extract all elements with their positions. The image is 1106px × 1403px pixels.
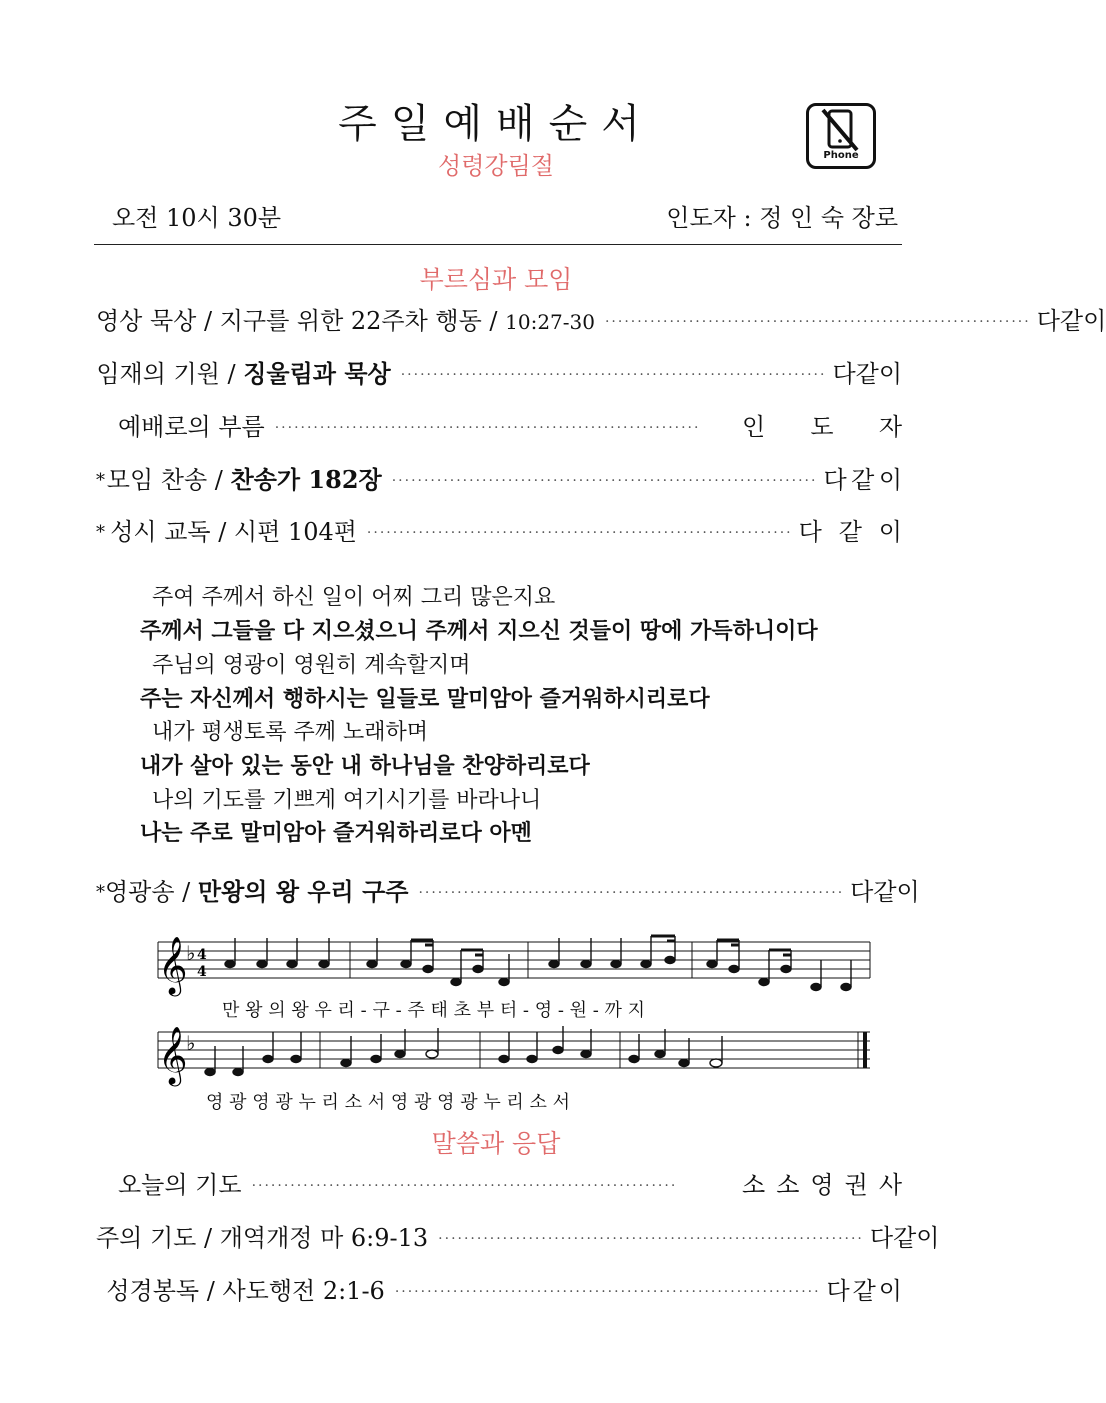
leader-dots: ·································································· [438,1231,864,1247]
leader-dots: ·································································· [274,420,701,436]
order-item-who: 다 같 이 [869,1224,940,1252]
order-item [96,302,1106,336]
order-item [96,408,902,442]
order-item-label: 모임 찬송 / 찬송가 182장 [106,465,382,494]
svg-text:♭: ♭ [186,941,196,965]
hymn-lyrics-line2: 영 광 영 광 누 리 소 서 영 광 영 광 누 리 소 서 [206,1092,571,1113]
leader-dots: ·································································· [366,525,793,541]
order-item [96,1272,902,1306]
worship-leader: 인도자 : 정 인 숙 장로 [666,204,898,232]
music-staff-line1 [150,930,876,1000]
reading-response-line: 주께서 그들을 다 지으셨으니 주께서 지으신 것들이 땅에 가득하니이다 [140,619,818,644]
order-item [96,1219,940,1253]
standing-mark: * [96,522,105,543]
svg-text:𝄞: 𝄞 [158,1026,188,1084]
reading-response-line: 주는 자신께서 행하시는 일들로 말미암아 즐거워하시리로다 [140,687,710,712]
leader-dots: ·································································· [251,1178,678,1194]
header-divider [94,244,902,245]
order-item-label: 주의 기도 / 개역개정 마 6:9-13 [96,1224,429,1252]
leader-dots: ·································································· [400,367,827,383]
order-item-label: 오늘의 기도 [118,1171,242,1199]
svg-text:♭: ♭ [186,1031,196,1055]
order-item-who: 다 같 이 [798,518,902,546]
service-time: 오전 10시 30분 [112,204,282,232]
order-item-label: 영상 묵상 / 지구를 위한 22주차 행동 / 10:27-30 [96,307,595,335]
page-title: 주일예배순서 [338,101,654,147]
order-item [96,355,902,389]
reading-leader-line: 나의 기도를 기쁘게 여기시기를 바라나니 [152,788,542,813]
order-item-label: 성시 교독 / 시편 104편 [110,518,357,546]
leader-dots: ·································································· [391,473,818,489]
standing-mark: * [96,470,105,491]
leader-dots: ·································································· [604,314,1031,330]
svg-text:4: 4 [197,964,207,980]
order-item-who: 다 같 이 [823,466,902,494]
order-item [96,1166,902,1200]
order-item-who: 소 소 영 권 사 [742,1171,902,1199]
order-item-label: 영광송 / 만왕의 왕 우리 구주 [105,877,409,906]
order-item-who: 다 같 이 [850,878,920,906]
section-word: 말씀과 응답 [431,1129,561,1158]
no-phone-icon [806,103,876,169]
section-gathering: 부르심과 모임 [419,265,573,294]
order-item-label: 예배로의 부름 [118,413,265,441]
order-item-who: 인 도 자 [742,413,902,441]
hymn-lyrics-line1: 만 왕 의 왕 우 리 - 구 - 주 태 초 부 터 - 영 - 원 - 까 지 [222,1000,646,1021]
reading-leader-line: 내가 평생토록 주께 노래하며 [152,720,429,745]
order-item [96,461,902,495]
page-subtitle: 성령강림절 [438,152,554,180]
order-item [96,513,902,547]
order-item-who: 다 같 이 [826,1277,902,1305]
reading-leader-line: 주여 주께서 하신 일이 어찌 그리 많은지요 [152,585,556,610]
order-item-label: 성경봉독 / 사도행전 2:1-6 [106,1277,385,1305]
phone-label: Phone [823,150,859,161]
order-item-label: 임재의 기원 / 징울림과 묵상 [96,359,391,388]
order-item [96,873,920,907]
leader-dots: ·································································· [394,1284,821,1300]
music-staff-line2 [150,1026,876,1088]
reading-response-line: 내가 살아 있는 동안 내 하나님을 찬양하리로다 [140,754,590,779]
reading-leader-line: 주님의 영광이 영원히 계속할지며 [152,653,471,678]
leader-dots: ·································································· [418,885,845,901]
order-item-who: 다 같 이 [1036,307,1106,335]
standing-mark: * [96,882,105,903]
order-item-who: 다 같 이 [832,360,902,388]
svg-text:𝄞: 𝄞 [158,936,188,994]
reading-response-line: 나는 주로 말미암아 즐거워하리로다 아멘 [140,821,532,846]
svg-text:4: 4 [197,947,207,963]
